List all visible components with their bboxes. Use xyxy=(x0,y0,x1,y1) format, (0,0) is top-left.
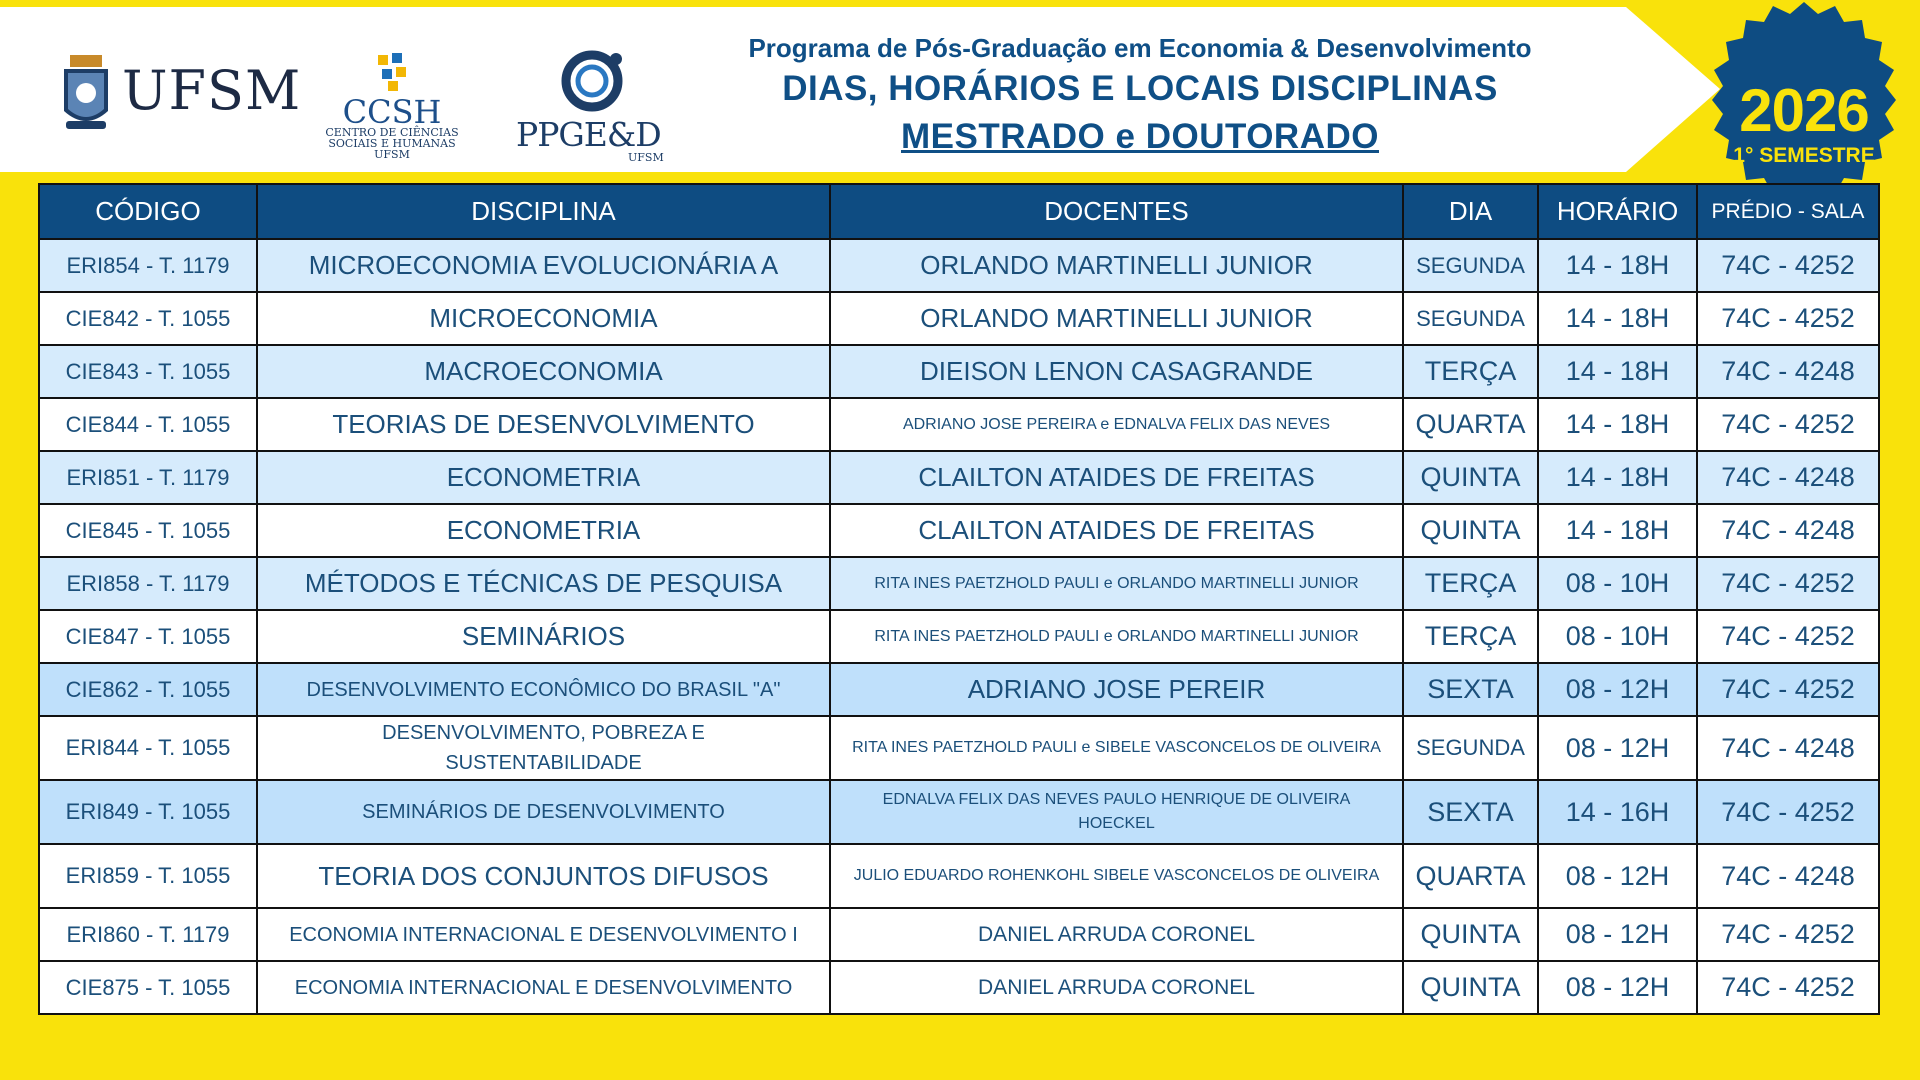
cell-docentes: RITA INES PAETZHOLD PAULI e ORLANDO MARTINELLI JUNIOR xyxy=(830,610,1403,663)
header-docentes: DOCENTES xyxy=(830,184,1403,239)
program-name: Programa de Pós-Graduação em Economia & Desenvolvimento xyxy=(748,33,1532,63)
cell-dia: QUINTA xyxy=(1403,908,1538,961)
cell-dia: TERÇA xyxy=(1403,557,1538,610)
cell-sala: 74C - 4248 xyxy=(1697,451,1879,504)
cell-dia: SEGUNDA xyxy=(1403,239,1538,292)
header-disciplina: DISCIPLINA xyxy=(257,184,830,239)
cell-codigo: CIE844 - T. 1055 xyxy=(39,398,257,451)
ufsm-crest-icon xyxy=(56,51,116,141)
cell-horario: 14 - 18H xyxy=(1538,398,1697,451)
cell-codigo: ERI851 - T. 1179 xyxy=(39,451,257,504)
cell-codigo: CIE843 - T. 1055 xyxy=(39,345,257,398)
table-row xyxy=(39,292,1879,345)
cell-dia: QUINTA xyxy=(1403,504,1538,557)
table-row xyxy=(39,908,1879,961)
cell-dia: TERÇA xyxy=(1403,345,1538,398)
ccsh-sub-line-3: UFSM xyxy=(374,148,410,161)
cell-horario: 14 - 18H xyxy=(1538,504,1697,557)
cell-disciplina: MICROECONOMIA xyxy=(257,292,830,345)
cell-docentes: ORLANDO MARTINELLI JUNIOR xyxy=(830,292,1403,345)
cell-docentes: JULIO EDUARDO ROHENKOHL SIBELE VASCONCELOS DE OLIVEIRA xyxy=(830,844,1403,908)
cell-codigo: ERI844 - T. 1055 xyxy=(39,716,257,780)
page-subtitle: MESTRADO e DOUTORADO xyxy=(901,117,1379,156)
cell-dia: TERÇA xyxy=(1403,610,1538,663)
cell-codigo: CIE845 - T. 1055 xyxy=(39,504,257,557)
cell-horario: 08 - 12H xyxy=(1538,908,1697,961)
ppged-swirl-icon xyxy=(552,45,632,115)
cell-horario: 08 - 12H xyxy=(1538,716,1697,780)
table-row xyxy=(39,663,1879,716)
header-titles xyxy=(690,33,1590,157)
header-horario: HORÁRIO xyxy=(1538,184,1697,239)
cell-horario: 14 - 18H xyxy=(1538,451,1697,504)
cell-codigo: CIE847 - T. 1055 xyxy=(39,610,257,663)
cell-sala: 74C - 4248 xyxy=(1697,345,1879,398)
table-row xyxy=(39,239,1879,292)
cell-sala: 74C - 4248 xyxy=(1697,716,1879,780)
cell-docentes: ADRIANO JOSE PEREIR xyxy=(830,663,1403,716)
seal-semester: 1° SEMESTRE xyxy=(1733,144,1875,167)
cell-sala: 74C - 4252 xyxy=(1697,610,1879,663)
cell-horario: 14 - 18H xyxy=(1538,345,1697,398)
cell-dia: SEGUNDA xyxy=(1403,292,1538,345)
cell-codigo: ERI859 - T. 1055 xyxy=(39,844,257,908)
year-seal xyxy=(1704,0,1914,200)
cell-dia: SEXTA xyxy=(1403,663,1538,716)
seal-year: 2026 xyxy=(1739,77,1869,144)
cell-docentes: DANIEL ARRUDA CORONEL xyxy=(830,908,1403,961)
cell-codigo: CIE875 - T. 1055 xyxy=(39,961,257,1014)
cell-docentes: ORLANDO MARTINELLI JUNIOR xyxy=(830,239,1403,292)
cell-dia: QUINTA xyxy=(1403,961,1538,1014)
table-row xyxy=(39,716,1879,780)
cell-docentes: RITA INES PAETZHOLD PAULI e ORLANDO MARTINELLI JUNIOR xyxy=(830,557,1403,610)
ccsh-logo-subtitle xyxy=(322,127,462,160)
ccsh-logo xyxy=(322,49,462,169)
cell-disciplina: DESENVOLVIMENTO ECONÔMICO DO BRASIL "A" xyxy=(257,663,830,716)
cell-sala: 74C - 4252 xyxy=(1697,908,1879,961)
cell-disciplina: DESENVOLVIMENTO, POBREZA E SUSTENTABILIDADE xyxy=(257,716,830,780)
cell-sala: 74C - 4248 xyxy=(1697,844,1879,908)
page-title: DIAS, HORÁRIOS E LOCAIS DISCIPLINAS xyxy=(782,69,1498,108)
cell-horario: 08 - 12H xyxy=(1538,663,1697,716)
cell-codigo: ERI854 - T. 1179 xyxy=(39,239,257,292)
table-row xyxy=(39,398,1879,451)
cell-docentes: RITA INES PAETZHOLD PAULI e SIBELE VASCONCELOS DE OLIVEIRA xyxy=(830,716,1403,780)
cell-horario: 08 - 10H xyxy=(1538,610,1697,663)
cell-horario: 08 - 10H xyxy=(1538,557,1697,610)
cell-dia: QUARTA xyxy=(1403,844,1538,908)
cell-docentes: ADRIANO JOSE PEREIRA e EDNALVA FELIX DAS NEVES xyxy=(830,398,1403,451)
cell-horario: 14 - 18H xyxy=(1538,292,1697,345)
cell-docentes: EDNALVA FELIX DAS NEVES PAULO HENRIQUE DE OLIVEIRA HOECKEL xyxy=(830,780,1403,844)
table-row xyxy=(39,961,1879,1014)
cell-disciplina: TEORIAS DE DESENVOLVIMENTO xyxy=(257,398,830,451)
cell-docentes: CLAILTON ATAIDES DE FREITAS xyxy=(830,451,1403,504)
cell-disciplina: MACROECONOMIA xyxy=(257,345,830,398)
table-row xyxy=(39,780,1879,844)
cell-sala: 74C - 4252 xyxy=(1697,292,1879,345)
ufsm-logo xyxy=(56,51,302,143)
cell-disciplina: SEMINÁRIOS DE DESENVOLVIMENTO xyxy=(257,780,830,844)
cell-docentes: CLAILTON ATAIDES DE FREITAS xyxy=(830,504,1403,557)
cell-codigo: ERI858 - T. 1179 xyxy=(39,557,257,610)
cell-sala: 74C - 4252 xyxy=(1697,557,1879,610)
ccsh-sub-line-2: SOCIAIS E HUMANAS xyxy=(328,137,456,150)
cell-codigo: ERI849 - T. 1055 xyxy=(39,780,257,844)
ppged-logo-text: PPGE&D xyxy=(516,115,661,154)
cell-sala: 74C - 4252 xyxy=(1697,398,1879,451)
cell-dia: SEGUNDA xyxy=(1403,716,1538,780)
cell-codigo: CIE842 - T. 1055 xyxy=(39,292,257,345)
cell-disciplina: ECONOMIA INTERNACIONAL E DESENVOLVIMENTO I xyxy=(257,908,830,961)
cell-docentes: DANIEL ARRUDA CORONEL xyxy=(830,961,1403,1014)
cell-codigo: ERI860 - T. 1179 xyxy=(39,908,257,961)
header-predio-sala: PRÉDIO - SALA xyxy=(1697,184,1879,239)
table-header-row xyxy=(39,184,1879,239)
cell-dia: QUINTA xyxy=(1403,451,1538,504)
ccsh-mark-icon xyxy=(322,49,462,93)
table-row xyxy=(39,504,1879,557)
ufsm-logo-text: UFSM xyxy=(122,59,302,122)
cell-codigo: CIE862 - T. 1055 xyxy=(39,663,257,716)
header-banner xyxy=(0,7,1920,172)
cell-dia: QUARTA xyxy=(1403,398,1538,451)
cell-disciplina: SEMINÁRIOS xyxy=(257,610,830,663)
cell-disciplina: ECONOMETRIA xyxy=(257,504,830,557)
cell-docentes: DIEISON LENON CASAGRANDE xyxy=(830,345,1403,398)
cell-horario: 14 - 18H xyxy=(1538,239,1697,292)
table-row xyxy=(39,451,1879,504)
cell-sala: 74C - 4252 xyxy=(1697,780,1879,844)
ccsh-logo-text: CCSH xyxy=(342,93,442,131)
cell-sala: 74C - 4252 xyxy=(1697,663,1879,716)
table-row xyxy=(39,610,1879,663)
ppged-logo-subtitle: UFSM xyxy=(628,151,664,164)
schedule-table xyxy=(38,183,1880,1015)
cell-horario: 08 - 12H xyxy=(1538,961,1697,1014)
cell-sala: 74C - 4252 xyxy=(1697,239,1879,292)
cell-dia: SEXTA xyxy=(1403,780,1538,844)
table-row xyxy=(39,557,1879,610)
cell-disciplina: TEORIA DOS CONJUNTOS DIFUSOS xyxy=(257,844,830,908)
cell-disciplina: ECONOMETRIA xyxy=(257,451,830,504)
cell-disciplina: MÉTODOS E TÉCNICAS DE PESQUISA xyxy=(257,557,830,610)
cell-disciplina: ECONOMIA INTERNACIONAL E DESENVOLVIMENTO xyxy=(257,961,830,1014)
table-row xyxy=(39,844,1879,908)
cell-horario: 08 - 12H xyxy=(1538,844,1697,908)
cell-disciplina: MICROECONOMIA EVOLUCIONÁRIA A xyxy=(257,239,830,292)
table-row xyxy=(39,345,1879,398)
ppged-logo xyxy=(510,45,680,170)
cell-horario: 14 - 16H xyxy=(1538,780,1697,844)
ccsh-sub-line-1: CENTRO DE CIÊNCIAS xyxy=(325,126,459,139)
header-codigo: CÓDIGO xyxy=(39,184,257,239)
cell-sala: 74C - 4252 xyxy=(1697,961,1879,1014)
cell-sala: 74C - 4248 xyxy=(1697,504,1879,557)
header-dia: DIA xyxy=(1403,184,1538,239)
